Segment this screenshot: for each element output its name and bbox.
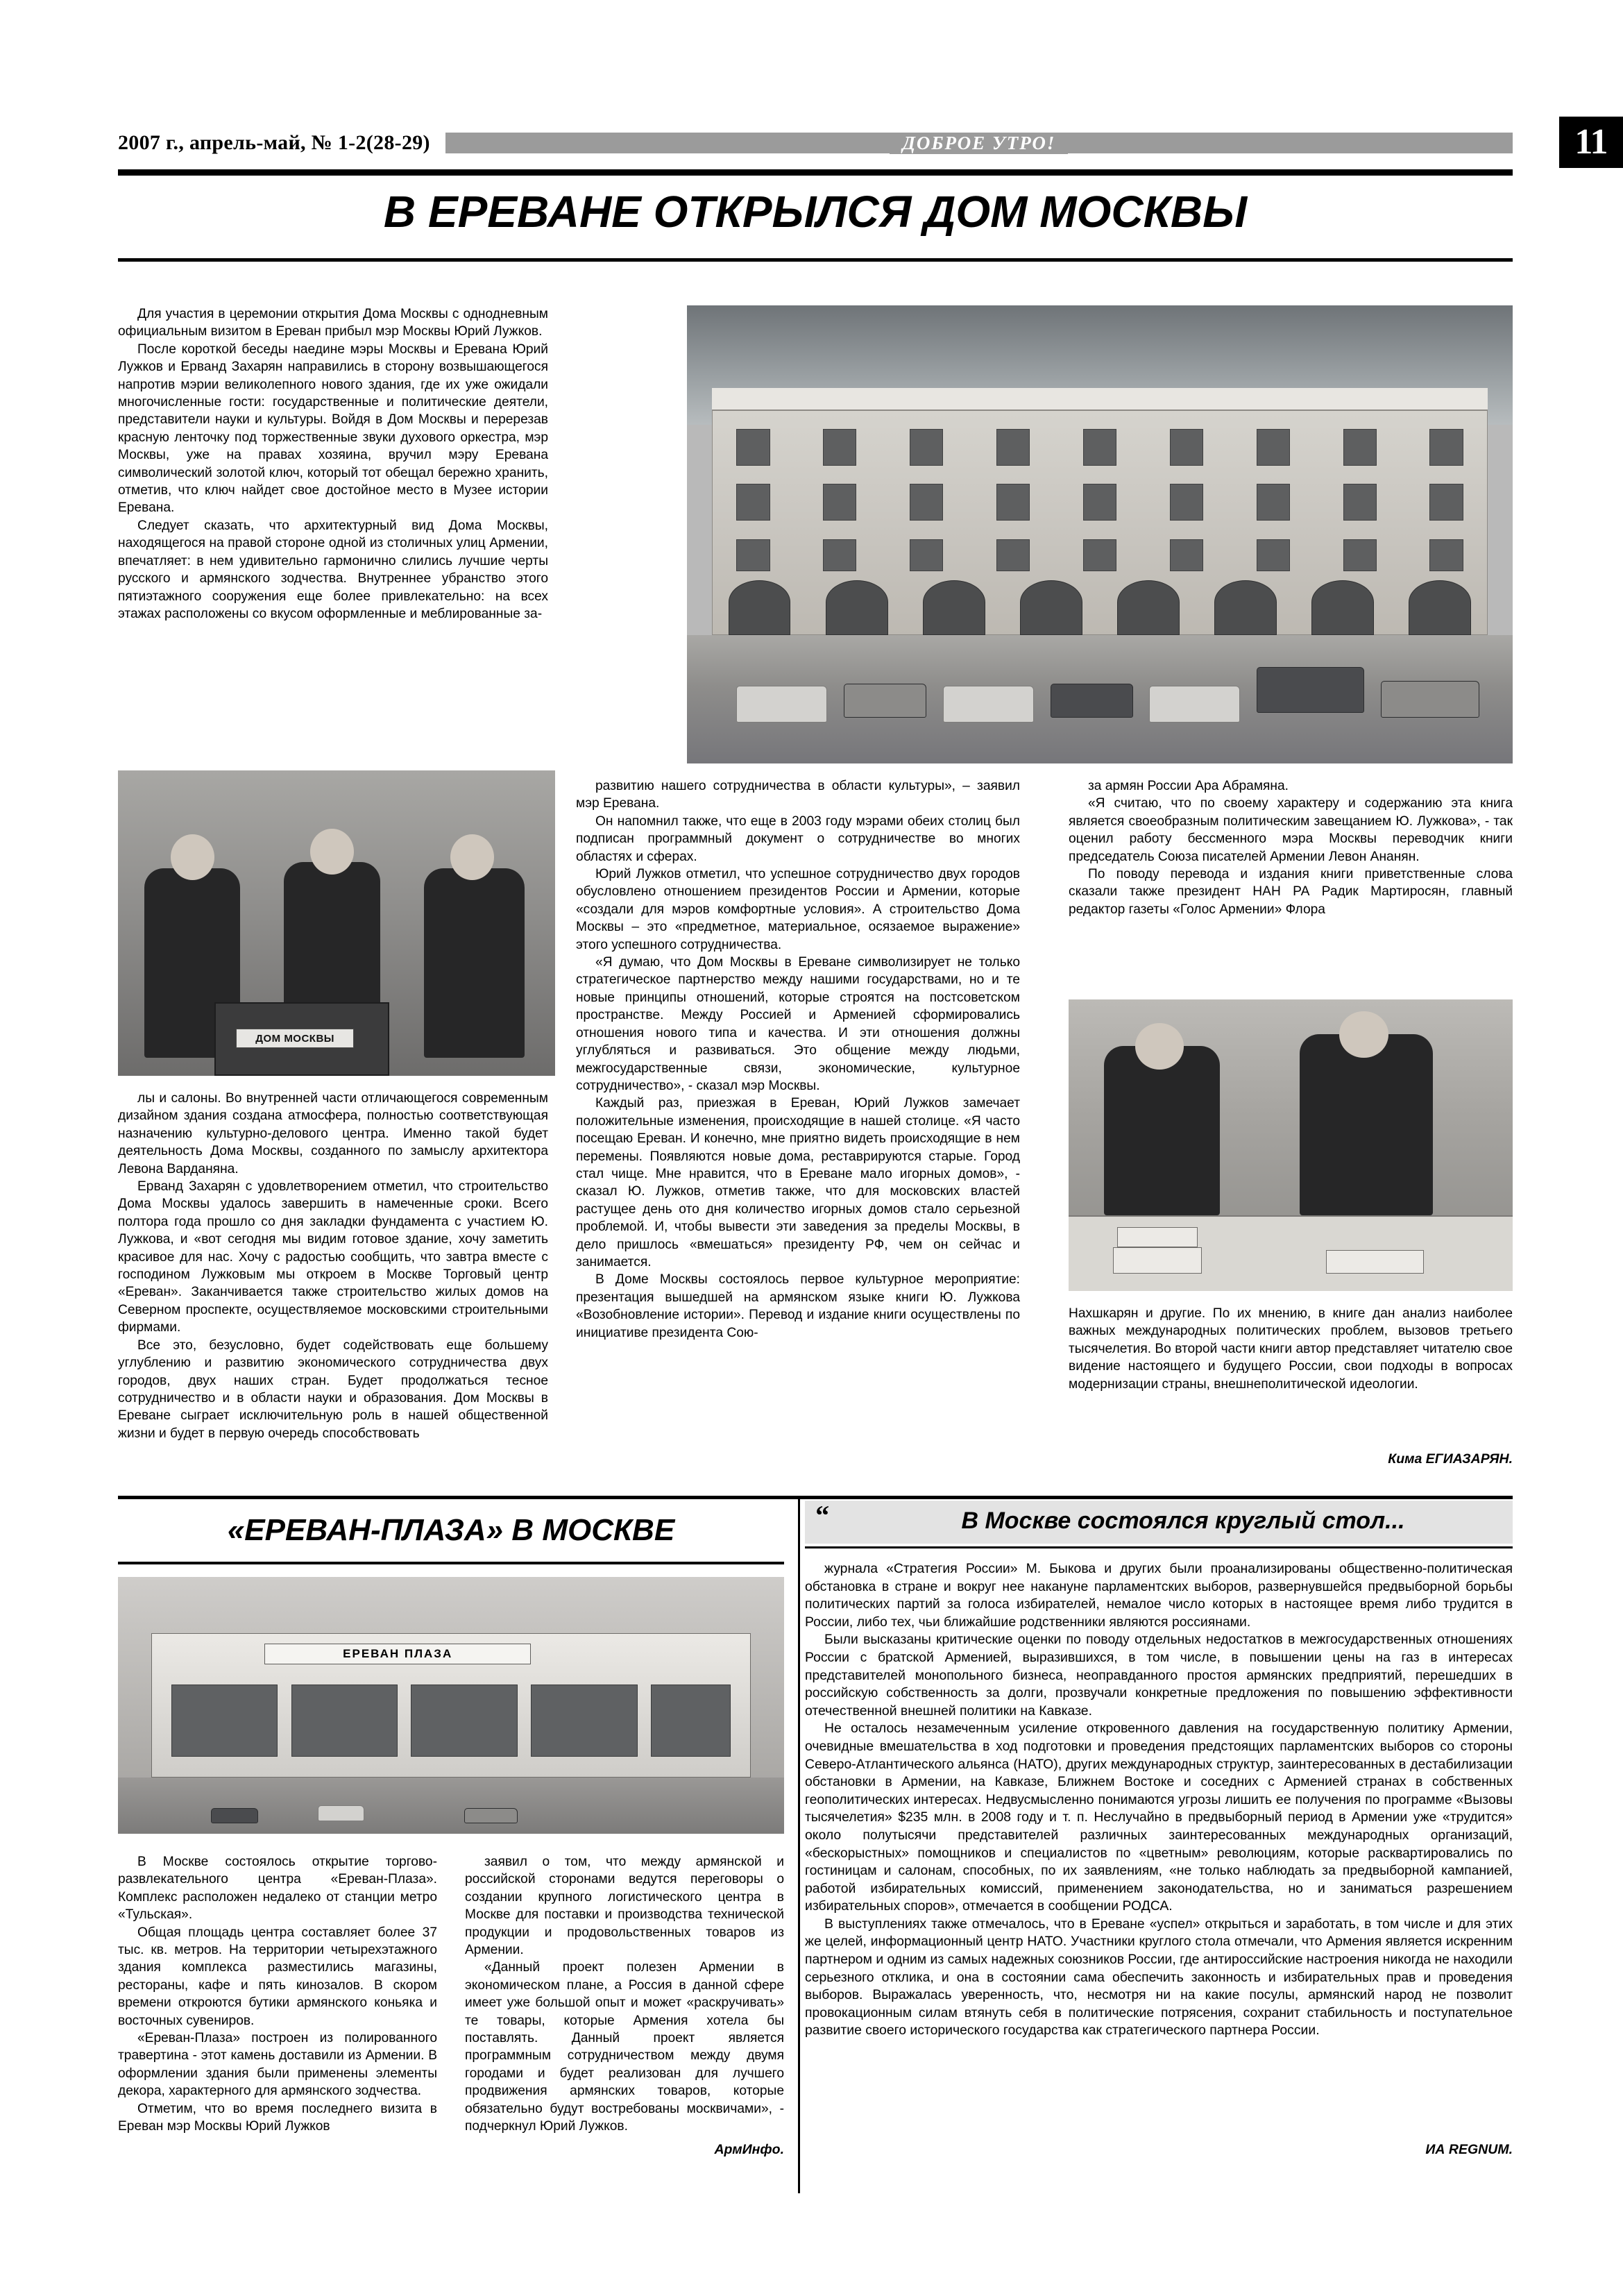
main-col3-cont: Нахшкарян и другие. По их мнению, в книге дан анализ наиболее важных международных политических проблем, вызовов третьего тысячелетия. Во второй части книги автор представляет читателю свое видение настоящего и будущего России, свои подходы в вопросах модернизации страны, внешнеполитической идеологии.: [1069, 1306, 1513, 1392]
photo-content: [687, 305, 1513, 763]
round-table-rule: [805, 1546, 1513, 1548]
masthead-rule: [118, 169, 1513, 176]
page-number-box: [1559, 117, 1623, 168]
page-number: 11: [1574, 122, 1608, 162]
column-divider: [798, 1499, 800, 2193]
plaza-headline: «ЕРЕВАН-ПЛАЗА» В МОСКВЕ: [227, 1513, 675, 1547]
podium-plate: [236, 1029, 354, 1049]
round-table-body: журнала «Стратегия России» М. Быкова и других были проанализированы общественно-политическая обстановка в стране и вокруг нее накануне парламентских выборов, развернувшейся предвыборной борьбы политических партий за голоса избирателей, немалое число которых в настоящее время либо трудится в России, либо тех, чьи ближайшие родственники являются россиянами. Были высказаны критические оценки по поводу отдельных недостатков в межгосударственных отношениях России с братской Арменией, выразившихся, в том числе, в повышении цены на газ в интересах представителей монопольного бизнеса, неоправданного простоя армянских предприятий, перешедших в российскую собственность за долги, прозвучали конкретные предложения по повышению эффективности отечественной внешней политики на Кавказе. Не осталось незамеченным усиление откровенного давления на государственную политику Армении, очевидные вмешательства в ход подготовки и проведения предстоящих парламентских выборов со стороны Северо-Атлантического альянса (НАТО), других международных структур, заинтересованных в дестабилизации обстановки в Армении, на Кавказе, Ближнем Востоке и соседних с Арменией странах в собственных геополитических интересах. Недвусмысленно понимаются угрозы лишить ее получения по программе «Вызовы тысячелетия» $235 млн. в 2008 году и т. п. Неслучайно в предвыборный период в Армении уже «трудится» около полутысячи представителей различных заинтересованных международных организаций, «бескорыстных» помощников и специалистов по «цветным» революциям, которые расквартировались по гостиницам и салонам, способных, по их заявлениям, «не только наблюдать за предвыборной кампанией, работой избирательных комиссий, применением законодательства, но и заниматься разрешением избирательных споров», отмечается в сообщении РОДСА. В выступлениях также отмечалось, что в Ереване «успел» открыться и заработать, в том числе и для этих же целей, информационный центр НАТО. Участники круглого стола отмечали, что Армения является искренним партнером и одним из самых надежных союзников России, где антироссийские настроения никогда не находили серьезного отклика, и она в состоянии сама обеспечить законность и избирательных прав и проведения выборов. Выражалась уверенность, что, несмотря ни на какие посулы, армянский народ не позволит провокационным силам втянуть себя в политические потрясения, сохранит стабильность и поступательное развитие своего исторического государства как стратегического партнера России.: [805, 1561, 1513, 2038]
plaza-sign: [264, 1644, 531, 1664]
round-table-headline: В Москве состоялся круглый стол...: [961, 1508, 1405, 1534]
main-col2: развитию нашего сотрудничества в области культуры», – заявил мэр Еревана. Он напомнил также, что еще в 2003 году мэрами обеих столиц был подписан программный документ о сотрудничестве во многих областях и сферах. Юрий Лужков отметил, что успешное сотрудничество двух городов обусловлено отношением президентов России и Армении, которые «создали для мэров комфортные условия». А строительство Дома Москвы – это «предметное, материальное, осязаемое выражение» этого успешного сотрудничества. «Я думаю, что Дом Москвы в Ереване символизирует не только стратегическое партнерство между нашими государствами, но и те новые принципы отношений, которые строятся на постсоветском пространстве. Между Россией и Арменией сформировались отношения нового типа и качества. И эти отношения должны углубляться и развиваться. Это общение между людьми, межгосударственные связи, экономические, культурное сотрудничество», - сказал мэр Москвы. Каждый раз, приезжая в Ереван, Юрий Лужков замечает положительные изменения, происходящие в нашей столице. «Я часто посещаю Ереван. И конечно, мне приятно видеть происходящие в нем перемены. Появляются новые дома, реставрируются старые. Город стал чище. Мне нравится, что в Ереване мало игорных домов», - сказал Ю. Лужков, отметив также, что для московских властей растущее день ото дня количество игорных домов стало серьезной проблемой. И, чтобы вывести эти заведения за пределы Москвы, в дело пришлось «вмешаться» президенту РФ, чем он сейчас и занимается. В Доме Москвы состоялось первое культурное мероприятие: презентация вышедшей на армянском языке книги Ю. Лужкова «Возобновление истории». Перевод и издание книги осуществлены по инициативе президента Сою-: [576, 779, 1020, 1340]
round-table-signature: ИА REGNUM.: [1425, 2142, 1513, 2157]
book-signing-photo: [1069, 999, 1513, 1291]
plaza-col1: В Москве состоялось открытие торгово-развлекательного центра «Ереван-Плаза». Комплекс расположен недалеко от станции метро «Тульская». Общая площадь центра составляет более 37 тыс. кв. метров. На территории четырехэтажного здания комплекса разместились магазины, рестораны, кафе и пять кинозалов. В скором времени откроются бутики армянского коньяка и восточных сувениров. «Ереван-Плаза» построен из полированного травертина - этот камень доставили из Армении. В оформлении здания были применены элементы декора, характерного для армянского зодчества. Отметим, что во время последнего визита в Ереван мэр Москвы Юрий Лужков: [118, 1855, 437, 2134]
paper-title: ДОБРОЕ УТРО!: [890, 133, 1068, 154]
main-col3: за армян России Ара Абрамяна. «Я считаю, что по своему характеру и содержанию эта книга является своеобразным политическим завещанием Ю. Лужкова», - так оценил работу бессменного мэра Москвы переводчик книги председатель Союза писателей Армении Левон Ананян. По поводу перевода и издания книги приветственные слова сказали также президент НАН РА Радик Мартиросян, главный редактор газеты «Голос Армении» Флора: [1069, 779, 1513, 917]
plaza-sign-text: ЕРЕВАН ПЛАЗА: [343, 1646, 453, 1660]
dom-moskvy-building-photo: [687, 305, 1513, 763]
headline-rule: [118, 258, 1513, 262]
plaza-headline-rule: [118, 1562, 784, 1564]
masthead: [118, 125, 1513, 161]
main-headline: В ЕРЕВАНЕ ОТКРЫЛСЯ ДОМ МОСКВЫ: [383, 187, 1248, 237]
main-col1: Для участия в церемонии открытия Дома Москвы с однодневным официальным визитом в Ереван прибыл мэр Москвы Юрий Лужков. После короткой беседы наедине мэры Москвы и Еревана Юрий Лужков и Ерванд Захарян направились в сторону возвышающегося напротив мэрии великолепного нового здания, где их уже ожидали многочисленные гости: государственные и политические деятели, представители науки и культуры. Войдя в Дом Москвы и перерезав красную ленточку под торжественные звуки духового оркестра, мэр Москвы, уже на правах хозяина, вручил мэру Еревана символический золотой ключ, который тот обещал бережно хранить, отметив, что ключ найдет свое достойное место в Музее истории Еревана. Следует сказать, что архитектурный вид Дома Москвы, находящегося на правой стороне одной из столичных улиц Армении, впечатляет: в нем удивительно гармонично слились лучшие черты русского и армянского зодчества. Внутреннее убранство этого пятиэтажного сооружения еще более привлекательно: на всех этажах расположены со вкусом оформленные и меблированные за-: [118, 307, 548, 621]
section-divider: [118, 1496, 1513, 1499]
main-col1-cont: лы и салоны. Во внутренней части отличающегося современным дизайном здания создана атмосфера, полностью соответствующая назначению культурно-делового центра. Именно такой будет деятельность Дома Москвы, созданного по замыслу архитектора Левона Варданяна. Ерванд Захарян с удовлетворением отметил, что строительство Дома Москвы удалось завершить в намеченные сроки. Всего полтора года прошло со дня закладки фундамента с участием Ю. Лужкова, и «вот сегодня мы видим готовое здание, хочу заметить красивое для нас. Хочу с радостью сообщить, что завтра вместе с господином Лужковым мы откроем в Москве Торговый центр «Ереван». Заканчивается также строительство жилых домов на Северном проспекте, осуществляемое московскими строительными фирмами. Все это, безусловно, будет содействовать еще большему углублению и развитию экономического сотрудничества двух городов, двух наших стран. Будет продолжаться тесное сотрудничество и в области науки и образования. Дом Москвы в Ереване сыграет исключительную роль в нашей общественной жизни и будет в первую очередь способствовать: [118, 1091, 548, 1441]
masthead-bar: [445, 133, 1513, 153]
podium-plate-text: ДОМ МОСКВЫ: [255, 1032, 334, 1045]
plaza-signature: АрмИнфо.: [714, 2142, 784, 2157]
plaza-col2: заявил о том, что между армянской и российской сторонами ведутся переговоры о создании крупного логистического центра в Москве для поставки и производства технической продукции и продовольственных товаров из Армении. «Данный проект полезен Армении в экономическом плане, а Россия в данной сфере имеет уже большой опыт и может «раскручивать» те товары, которые Армения хотела бы поставлять. Данный проект является программным сотрудничеством между двумя городами и будет реализован для лучшего продвижения армянских товаров, которые обязательно будут востребованы москвичами», - подчеркнул Юрий Лужков.: [465, 1855, 784, 2134]
main-signature: Кима ЕГИАЗАРЯН.: [1388, 1451, 1513, 1467]
quote-icon: „: [815, 1504, 829, 1535]
yerevan-plaza-photo: [118, 1577, 784, 1834]
issue-line: 2007 г., апрель-май, № 1-2(28-29): [118, 131, 430, 154]
ceremony-photo: [118, 770, 555, 1076]
